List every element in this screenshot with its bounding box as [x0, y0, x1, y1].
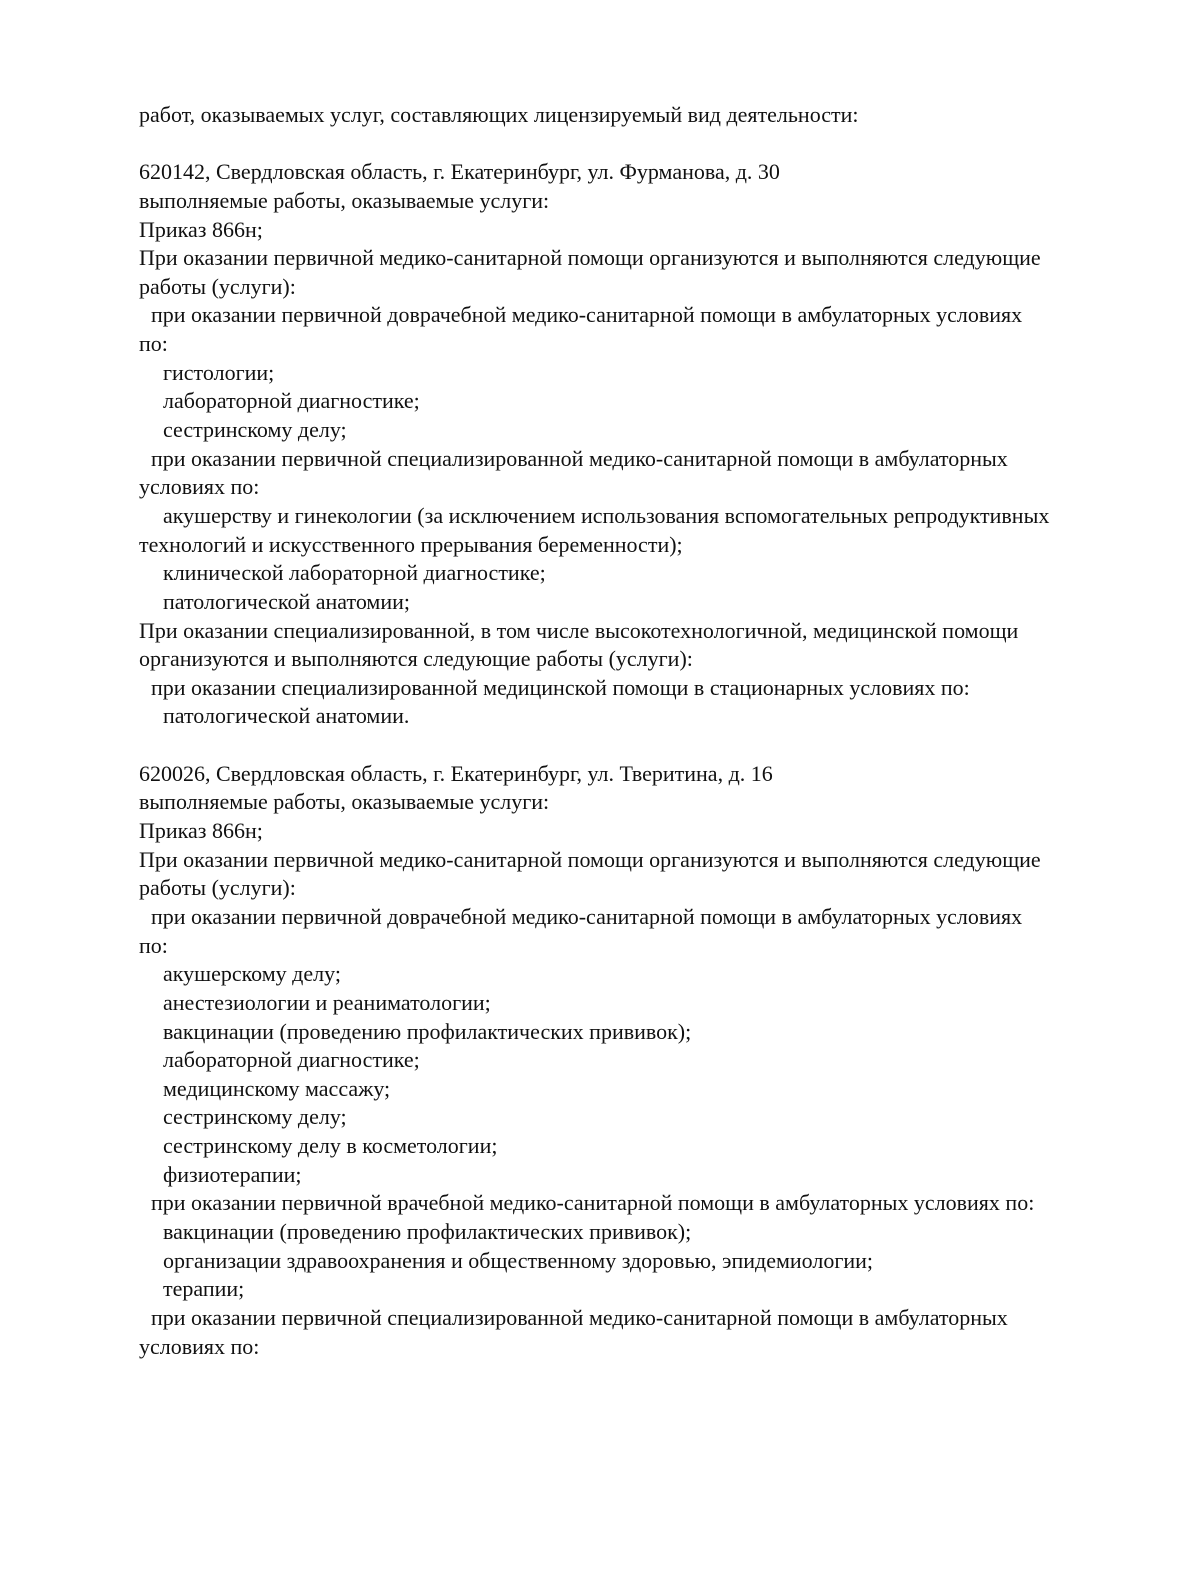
text-line: организуются и выполняются следующие работы (услуги): — [139, 646, 693, 672]
text-line: Приказ 866н; — [139, 216, 263, 242]
text-line: 620026, Свердловская область, г. Екатеринбург, ул. Тверитина, д. 16 — [139, 760, 773, 786]
text-line: работы (услуги): — [139, 875, 296, 901]
text-line: При оказании первичной медико-санитарной помощи организуются и выполняются следующие — [139, 245, 1041, 271]
text-line: сестринскому делу; — [163, 417, 347, 443]
text-line: патологической анатомии. — [163, 703, 410, 729]
text-line: сестринскому делу в косметологии; — [163, 1133, 498, 1159]
text-line: работ, оказываемых услуг, составляющих лицензируемый вид деятельности: — [139, 102, 859, 127]
text-line: вакцинации (проведению профилактических прививок); — [163, 1018, 692, 1044]
text-line: при оказании первичной специализированной медико-санитарной помощи в амбулаторных — [151, 445, 1008, 471]
text-line: терапии; — [163, 1276, 245, 1302]
text-line: патологической анатомии; — [163, 588, 410, 614]
text-line: сестринскому делу; — [163, 1104, 347, 1130]
text-line: по: — [139, 331, 168, 357]
text-line: 620142, Свердловская область, г. Екатеринбург, ул. Фурманова, д. 30 — [139, 159, 780, 185]
text-line: акушерскому делу; — [163, 961, 341, 987]
text-line: организации здравоохранения и общественному здоровью, эпидемиологии; — [163, 1247, 874, 1273]
text-line: по: — [139, 932, 168, 958]
text-line: при оказании специализированной медицинской помощи в стационарных условиях по: — [151, 674, 970, 700]
text-line: при оказании первичной специализированной медико-санитарной помощи в амбулаторных — [151, 1304, 1008, 1330]
text-line: при оказании первичной доврачебной медико-санитарной помощи в амбулаторных условиях — [151, 302, 1023, 328]
text-line: лабораторной диагностике; — [163, 1047, 420, 1073]
text-line: анестезиологии и реаниматологии; — [163, 989, 491, 1015]
text-line: вакцинации (проведению профилактических прививок); — [163, 1218, 692, 1244]
text-line: технологий и искусственного прерывания беременности); — [139, 531, 683, 557]
text-line: При оказании специализированной, в том числе высокотехнологичной, медицинской помощи — [139, 617, 1019, 643]
document-page — [139, 101, 1139, 1361]
blank-line — [139, 731, 1139, 760]
text-line: выполняемые работы, оказываемые услуги: — [139, 187, 550, 213]
text-line: акушерству и гинекологии (за исключением использования вспомогательных репродуктивных — [163, 502, 1050, 528]
text-line: при оказании первичной врачебной медико-санитарной помощи в амбулаторных условиях по: — [151, 1190, 1035, 1216]
text-line: Приказ 866н; — [139, 818, 263, 844]
text-line: при оказании первичной доврачебной медико-санитарной помощи в амбулаторных условиях — [151, 903, 1023, 929]
text-line: лабораторной диагностике; — [163, 388, 420, 414]
text-line: При оказании первичной медико-санитарной помощи организуются и выполняются следующие — [139, 846, 1041, 872]
text-line: физиотерапии; — [163, 1161, 302, 1187]
text-line: условиях по: — [139, 474, 260, 500]
blank-line — [139, 130, 1139, 159]
text-line: условиях по: — [139, 1333, 260, 1359]
text-line: гистологии; — [163, 359, 275, 385]
text-line: клинической лабораторной диагностике; — [163, 560, 546, 586]
text-line: медицинскому массажу; — [163, 1075, 391, 1101]
text-line: выполняемые работы, оказываемые услуги: — [139, 789, 550, 815]
text-line: работы (услуги): — [139, 273, 296, 299]
